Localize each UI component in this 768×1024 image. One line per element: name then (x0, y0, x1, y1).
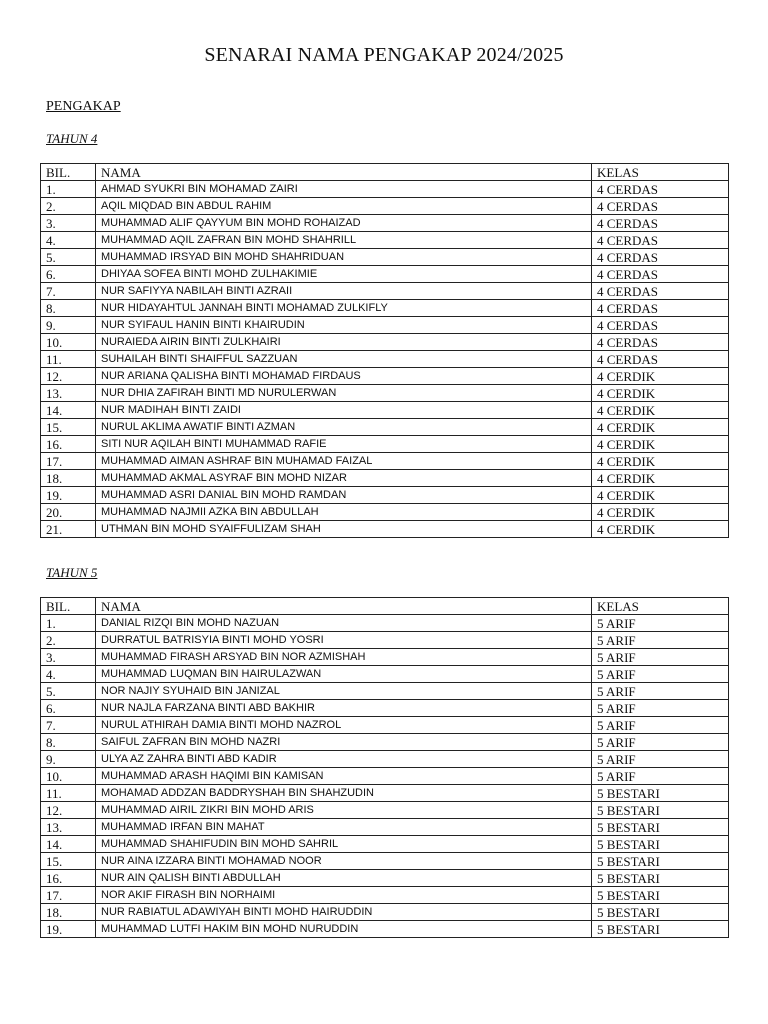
row-number-cell: 6. (41, 700, 96, 717)
name-cell: ULYA AZ ZAHRA BINTI ABD KADIR (96, 751, 592, 768)
class-cell: 5 ARIF (592, 734, 729, 751)
class-cell: 4 CERDIK (592, 470, 729, 487)
name-cell: AQIL MIQDAD BIN ABDUL RAHIM (96, 198, 592, 215)
table-row (41, 819, 729, 836)
class-cell: 5 ARIF (592, 666, 729, 683)
table-row (41, 717, 729, 734)
table-row (41, 419, 729, 436)
name-cell: NUR AINA IZZARA BINTI MOHAMAD NOOR (96, 853, 592, 870)
table-row (41, 402, 729, 419)
name-cell: NUR RABIATUL ADAWIYAH BINTI MOHD HAIRUDDIN (96, 904, 592, 921)
class-cell: 4 CERDAS (592, 351, 729, 368)
row-number-cell: 18. (41, 470, 96, 487)
name-cell: NUR MADIHAH BINTI ZAIDI (96, 402, 592, 419)
table-row (41, 436, 729, 453)
table-row (41, 470, 729, 487)
row-number-cell: 21. (41, 521, 96, 538)
table-row (41, 334, 729, 351)
class-cell: 5 BESTARI (592, 819, 729, 836)
row-number-cell: 17. (41, 887, 96, 904)
class-cell: 4 CERDIK (592, 487, 729, 504)
row-number-cell: 1. (41, 181, 96, 198)
table-row (41, 666, 729, 683)
name-cell: NUR DHIA ZAFIRAH BINTI MD NURULERWAN (96, 385, 592, 402)
column-header-bil: BIL. (41, 598, 96, 615)
name-cell: MUHAMMAD LUQMAN BIN HAIRULAZWAN (96, 666, 592, 683)
column-header-kelas: KELAS (592, 164, 729, 181)
name-cell: NUR AIN QALISH BINTI ABDULLAH (96, 870, 592, 887)
table-row (41, 768, 729, 785)
table-row (41, 887, 729, 904)
row-number-cell: 7. (41, 717, 96, 734)
row-number-cell: 12. (41, 802, 96, 819)
name-cell: MUHAMMAD ARASH HAQIMI BIN KAMISAN (96, 768, 592, 785)
row-number-cell: 13. (41, 819, 96, 836)
name-cell: MOHAMAD ADDZAN BADDRYSHAH BIN SHAHZUDIN (96, 785, 592, 802)
name-cell: MUHAMMAD SHAHIFUDIN BIN MOHD SAHRIL (96, 836, 592, 853)
row-number-cell: 1. (41, 615, 96, 632)
table-row (41, 683, 729, 700)
class-cell: 5 BESTARI (592, 853, 729, 870)
class-cell: 4 CERDAS (592, 283, 729, 300)
class-cell: 5 ARIF (592, 649, 729, 666)
section-label-tahun-4: TAHUN 4 (46, 131, 98, 146)
class-cell: 4 CERDIK (592, 385, 729, 402)
name-cell: DURRATUL BATRISYIA BINTI MOHD YOSRI (96, 632, 592, 649)
class-cell: 4 CERDIK (592, 402, 729, 419)
row-number-cell: 2. (41, 198, 96, 215)
class-cell: 4 CERDAS (592, 334, 729, 351)
table-row (41, 615, 729, 632)
name-cell: NURUL ATHIRAH DAMIA BINTI MOHD NAZROL (96, 717, 592, 734)
class-cell: 4 CERDAS (592, 249, 729, 266)
column-header-nama: NAMA (96, 598, 592, 615)
row-number-cell: 8. (41, 734, 96, 751)
table-row (41, 368, 729, 385)
row-number-cell: 10. (41, 334, 96, 351)
table-row (41, 453, 729, 470)
class-cell: 5 BESTARI (592, 870, 729, 887)
table-row (41, 649, 729, 666)
class-cell: 5 ARIF (592, 768, 729, 785)
section-heading-pengakap: PENGAKAP (46, 99, 121, 114)
roster-table-tahun-5 (40, 597, 729, 938)
table-row (41, 853, 729, 870)
name-cell: SUHAILAH BINTI SHAIFFUL SAZZUAN (96, 351, 592, 368)
class-cell: 4 CERDAS (592, 300, 729, 317)
row-number-cell: 8. (41, 300, 96, 317)
row-number-cell: 10. (41, 768, 96, 785)
row-number-cell: 4. (41, 232, 96, 249)
row-number-cell: 3. (41, 215, 96, 232)
name-cell: NUR ARIANA QALISHA BINTI MOHAMAD FIRDAUS (96, 368, 592, 385)
row-number-cell: 18. (41, 904, 96, 921)
class-cell: 4 CERDAS (592, 317, 729, 334)
name-cell: MUHAMMAD AIMAN ASHRAF BIN MUHAMAD FAIZAL (96, 453, 592, 470)
table-row (41, 351, 729, 368)
row-number-cell: 9. (41, 317, 96, 334)
class-cell: 4 CERDIK (592, 368, 729, 385)
column-header-nama: NAMA (96, 164, 592, 181)
table-row (41, 198, 729, 215)
table-row (41, 836, 729, 853)
row-number-cell: 14. (41, 402, 96, 419)
table-row (41, 751, 729, 768)
document-title: SENARAI NAMA PENGAKAP 2024/2025 (204, 44, 564, 66)
table-row (41, 870, 729, 887)
name-cell: NUR HIDAYAHTUL JANNAH BINTI MOHAMAD ZULKIFLY (96, 300, 592, 317)
class-cell: 5 BESTARI (592, 836, 729, 853)
table-row (41, 521, 729, 538)
name-cell: MUHAMMAD IRSYAD BIN MOHD SHAHRIDUAN (96, 249, 592, 266)
name-cell: AHMAD SYUKRI BIN MOHAMAD ZAIRI (96, 181, 592, 198)
column-header-bil: BIL. (41, 164, 96, 181)
table-row (41, 266, 729, 283)
class-cell: 5 ARIF (592, 683, 729, 700)
class-cell: 5 ARIF (592, 615, 729, 632)
row-number-cell: 5. (41, 683, 96, 700)
class-cell: 4 CERDIK (592, 521, 729, 538)
name-cell: NUR SYIFAUL HANIN BINTI KHAIRUDIN (96, 317, 592, 334)
row-number-cell: 11. (41, 351, 96, 368)
row-number-cell: 5. (41, 249, 96, 266)
class-cell: 5 BESTARI (592, 785, 729, 802)
table-row (41, 921, 729, 938)
row-number-cell: 20. (41, 504, 96, 521)
table-row (41, 385, 729, 402)
name-cell: UTHMAN BIN MOHD SYAIFFULIZAM SHAH (96, 521, 592, 538)
row-number-cell: 15. (41, 853, 96, 870)
table-row (41, 181, 729, 198)
table-row (41, 317, 729, 334)
name-cell: MUHAMMAD AIRIL ZIKRI BIN MOHD ARIS (96, 802, 592, 819)
name-cell: MUHAMMAD AKMAL ASYRAF BIN MOHD NIZAR (96, 470, 592, 487)
row-number-cell: 7. (41, 283, 96, 300)
name-cell: NUR SAFIYYA NABILAH BINTI AZRAII (96, 283, 592, 300)
class-cell: 5 BESTARI (592, 921, 729, 938)
row-number-cell: 3. (41, 649, 96, 666)
row-number-cell: 4. (41, 666, 96, 683)
table-row (41, 632, 729, 649)
table-header-row (41, 164, 729, 181)
section-label-tahun-5: TAHUN 5 (46, 565, 98, 580)
class-cell: 5 BESTARI (592, 887, 729, 904)
row-number-cell: 16. (41, 436, 96, 453)
name-cell: NUR NAJLA FARZANA BINTI ABD BAKHIR (96, 700, 592, 717)
roster-table-tahun-4 (40, 163, 729, 538)
name-cell: NURUL AKLIMA AWATIF BINTI AZMAN (96, 419, 592, 436)
class-cell: 5 ARIF (592, 700, 729, 717)
class-cell: 4 CERDAS (592, 198, 729, 215)
table-row (41, 300, 729, 317)
class-cell: 4 CERDAS (592, 215, 729, 232)
table-row (41, 734, 729, 751)
row-number-cell: 2. (41, 632, 96, 649)
column-header-kelas: KELAS (592, 598, 729, 615)
class-cell: 4 CERDAS (592, 181, 729, 198)
name-cell: DHIYAA SOFEA BINTI MOHD ZULHAKIMIE (96, 266, 592, 283)
name-cell: MUHAMMAD AQIL ZAFRAN BIN MOHD SHAHRILL (96, 232, 592, 249)
name-cell: MUHAMMAD ALIF QAYYUM BIN MOHD ROHAIZAD (96, 215, 592, 232)
table-header-row (41, 598, 729, 615)
name-cell: MUHAMMAD IRFAN BIN MAHAT (96, 819, 592, 836)
name-cell: MUHAMMAD LUTFI HAKIM BIN MOHD NURUDDIN (96, 921, 592, 938)
row-number-cell: 16. (41, 870, 96, 887)
name-cell: SITI NUR AQILAH BINTI MUHAMMAD RAFIE (96, 436, 592, 453)
class-cell: 5 BESTARI (592, 904, 729, 921)
class-cell: 4 CERDAS (592, 266, 729, 283)
name-cell: NOR NAJIY SYUHAID BIN JANIZAL (96, 683, 592, 700)
class-cell: 4 CERDAS (592, 232, 729, 249)
table-row (41, 249, 729, 266)
row-number-cell: 11. (41, 785, 96, 802)
class-cell: 4 CERDIK (592, 453, 729, 470)
class-cell: 4 CERDIK (592, 504, 729, 521)
row-number-cell: 17. (41, 453, 96, 470)
table-row (41, 232, 729, 249)
name-cell: NURAIEDA AIRIN BINTI ZULKHAIRI (96, 334, 592, 351)
table-row (41, 487, 729, 504)
table-row (41, 785, 729, 802)
class-cell: 5 BESTARI (592, 802, 729, 819)
table-row (41, 904, 729, 921)
class-cell: 5 ARIF (592, 632, 729, 649)
row-number-cell: 19. (41, 921, 96, 938)
row-number-cell: 9. (41, 751, 96, 768)
table-row (41, 802, 729, 819)
table-row (41, 700, 729, 717)
class-cell: 5 ARIF (592, 751, 729, 768)
table-row (41, 215, 729, 232)
table-row (41, 504, 729, 521)
name-cell: DANIAL RIZQI BIN MOHD NAZUAN (96, 615, 592, 632)
row-number-cell: 15. (41, 419, 96, 436)
name-cell: MUHAMMAD NAJMII AZKA BIN ABDULLAH (96, 504, 592, 521)
row-number-cell: 13. (41, 385, 96, 402)
class-cell: 4 CERDIK (592, 436, 729, 453)
table-row (41, 283, 729, 300)
row-number-cell: 12. (41, 368, 96, 385)
name-cell: NOR AKIF FIRASH BIN NORHAIMI (96, 887, 592, 904)
class-cell: 4 CERDIK (592, 419, 729, 436)
name-cell: SAIFUL ZAFRAN BIN MOHD NAZRI (96, 734, 592, 751)
row-number-cell: 6. (41, 266, 96, 283)
class-cell: 5 ARIF (592, 717, 729, 734)
name-cell: MUHAMMAD FIRASH ARSYAD BIN NOR AZMISHAH (96, 649, 592, 666)
name-cell: MUHAMMAD ASRI DANIAL BIN MOHD RAMDAN (96, 487, 592, 504)
row-number-cell: 14. (41, 836, 96, 853)
row-number-cell: 19. (41, 487, 96, 504)
